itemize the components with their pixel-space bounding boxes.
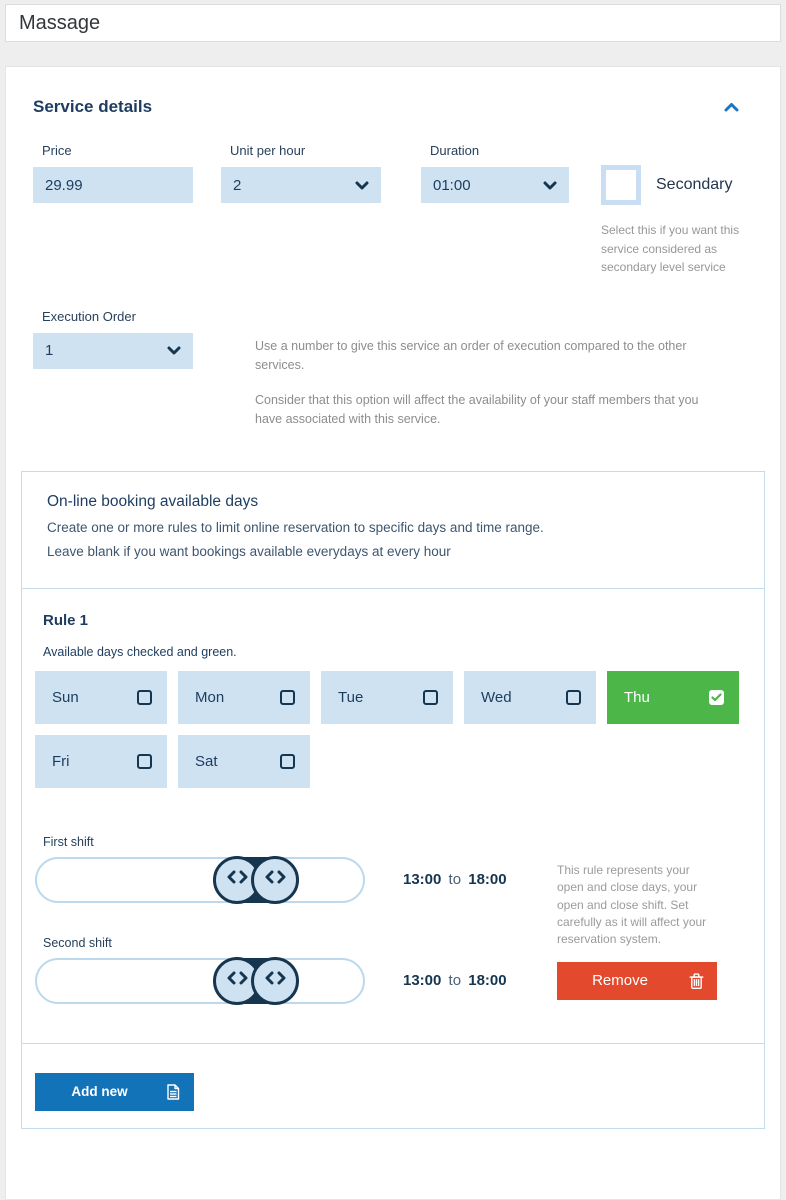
- first-shift-time: [403, 871, 507, 888]
- second-shift-start: 13:00: [403, 972, 442, 990]
- checkmark-icon: [711, 689, 722, 706]
- day-checkbox[interactable]: [137, 690, 152, 705]
- booking-description-2: Leave blank if you want bookings available everydays at every hour: [47, 543, 451, 559]
- chevron-left-icon: [227, 870, 236, 889]
- rule-note-text: This rule represents your open and close days, your open and close shift. Set carefully as it will affect your reservation system.: [557, 862, 707, 947]
- add-new-button-label: Add new: [71, 1084, 128, 1100]
- chevron-right-icon: [277, 870, 286, 889]
- days-grid: [35, 671, 755, 799]
- service-card: [5, 66, 781, 1200]
- duration-value: 01:00: [433, 176, 471, 194]
- first-shift-label: First shift: [43, 834, 94, 849]
- slider-handle-end[interactable]: [251, 856, 299, 904]
- remove-rule-button[interactable]: [557, 962, 717, 1000]
- add-new-rule-button[interactable]: [35, 1073, 194, 1111]
- day-checkbox[interactable]: [566, 690, 581, 705]
- page-title: Massage: [19, 11, 101, 34]
- execution-order-label: Execution Order: [42, 308, 136, 324]
- price-label: Price: [42, 143, 72, 158]
- booking-section-title: On-line booking available days: [47, 492, 259, 510]
- duration-select[interactable]: [421, 167, 569, 203]
- price-input[interactable]: [33, 167, 193, 203]
- second-shift-time: [403, 972, 507, 989]
- day-label: Wed: [481, 688, 512, 706]
- day-tile-mon[interactable]: [178, 671, 310, 724]
- price-value: 29.99: [45, 176, 83, 194]
- day-checkbox-checked[interactable]: [709, 690, 724, 705]
- unit-per-hour-select[interactable]: [221, 167, 381, 203]
- second-shift-range-slider[interactable]: [35, 958, 365, 1004]
- day-label: Sun: [52, 688, 79, 706]
- day-checkbox[interactable]: [137, 754, 152, 769]
- day-tile-fri[interactable]: [35, 735, 167, 788]
- trash-icon: [689, 972, 704, 989]
- day-tile-tue[interactable]: [321, 671, 453, 724]
- day-checkbox[interactable]: [423, 690, 438, 705]
- unit-per-hour-value: 2: [233, 176, 242, 194]
- day-checkbox[interactable]: [280, 754, 295, 769]
- day-tile-wed[interactable]: [464, 671, 596, 724]
- execution-order-help-1: Use a number to give this service an order of execution compared to the other services.: [255, 338, 687, 372]
- chevron-left-icon: [265, 870, 274, 889]
- section-title-service-details: Service details: [33, 97, 153, 116]
- day-label: Thu: [624, 688, 650, 706]
- first-shift-start: 13:00: [403, 871, 442, 889]
- chevron-left-icon: [265, 971, 274, 990]
- secondary-label: Secondary: [656, 176, 733, 193]
- shift-time-separator: to: [448, 972, 462, 990]
- day-label: Sat: [195, 752, 218, 770]
- rule-block: [22, 588, 764, 1043]
- shift-time-separator: to: [448, 871, 462, 889]
- second-shift-end: 18:00: [468, 972, 507, 990]
- slider-handle-end[interactable]: [251, 957, 299, 1005]
- document-icon: [166, 1083, 180, 1100]
- first-shift-range-slider[interactable]: [35, 857, 365, 903]
- execution-order-help-2: Consider that this option will affect the availability of your staff members that you have associated with this service.: [255, 393, 699, 427]
- execution-order-help: [255, 333, 725, 429]
- collapse-section-button[interactable]: [718, 98, 745, 117]
- secondary-help-text: Select this if you want this service considered as secondary level service: [601, 223, 740, 275]
- execution-order-value: 1: [45, 342, 54, 360]
- chevron-right-icon: [277, 971, 286, 990]
- day-checkbox[interactable]: [280, 690, 295, 705]
- chevron-down-icon: [167, 342, 181, 359]
- chevron-up-icon: [724, 100, 739, 115]
- service-name-input[interactable]: [5, 4, 781, 42]
- available-days-hint: Available days checked and green.: [43, 644, 237, 659]
- day-label: Mon: [195, 688, 225, 706]
- chevron-right-icon: [239, 870, 248, 889]
- chevron-right-icon: [239, 971, 248, 990]
- unit-per-hour-label: Unit per hour: [230, 143, 306, 158]
- day-tile-thu[interactable]: [607, 671, 739, 724]
- day-tile-sat[interactable]: [178, 735, 310, 788]
- execution-order-select[interactable]: [33, 333, 193, 369]
- duration-label: Duration: [430, 143, 480, 158]
- chevron-down-icon: [543, 177, 557, 194]
- first-shift-end: 18:00: [468, 871, 507, 889]
- chevron-down-icon: [355, 177, 369, 194]
- booking-description-1: Create one or more rules to limit online reservation to specific days and time range.: [47, 519, 544, 535]
- day-label: Fri: [52, 752, 70, 770]
- chevron-left-icon: [227, 971, 236, 990]
- second-shift-label: Second shift: [43, 935, 112, 950]
- secondary-checkbox[interactable]: [601, 165, 641, 205]
- booking-rules-panel: [21, 471, 765, 1129]
- day-tile-sun[interactable]: [35, 671, 167, 724]
- remove-button-label: Remove: [592, 972, 648, 990]
- day-label: Tue: [338, 688, 364, 706]
- rule-title: Rule 1: [43, 611, 89, 629]
